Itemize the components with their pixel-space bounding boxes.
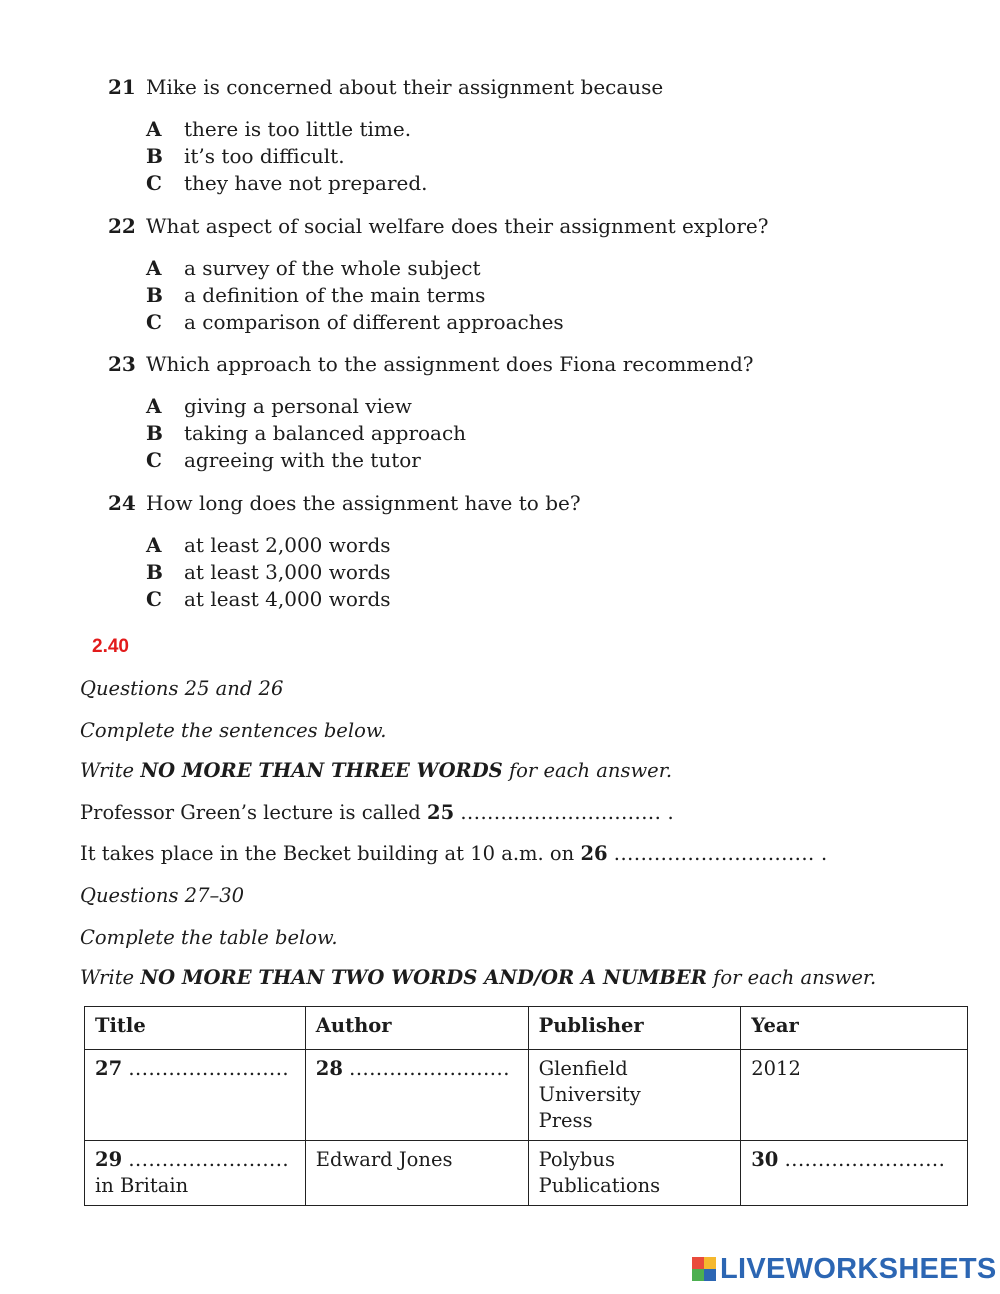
publisher-cell <box>528 1050 741 1141</box>
word-limit-instruction-1 <box>80 759 672 782</box>
answer-blank-26[interactable]: .............................. <box>613 842 815 865</box>
option-a[interactable] <box>146 393 466 420</box>
option-b[interactable] <box>146 559 391 586</box>
question-21 <box>108 74 663 100</box>
book-table <box>84 1006 968 1206</box>
option-letter: A <box>146 533 162 557</box>
option-text: a definition of the main terms <box>184 283 486 307</box>
option-b[interactable] <box>146 420 466 447</box>
column-header-author: Author <box>305 1007 528 1050</box>
option-c[interactable] <box>146 309 564 336</box>
answer-blank-25[interactable]: .............................. <box>460 801 662 824</box>
sentence-text: It takes place in the Becket building at 10 a.m. on <box>80 842 581 865</box>
answer-number: 30 <box>751 1148 779 1171</box>
option-text: a comparison of different approaches <box>184 310 564 334</box>
option-c[interactable] <box>146 170 428 197</box>
option-letter: B <box>146 283 163 307</box>
publisher-cell <box>528 1141 741 1206</box>
question-number: 24 <box>108 491 136 515</box>
answer-number: 28 <box>315 1057 343 1080</box>
answer-blank-27[interactable]: ........................ <box>128 1057 290 1080</box>
option-b[interactable] <box>146 143 428 170</box>
option-b[interactable] <box>146 282 564 309</box>
question-24-options <box>146 532 391 613</box>
publisher-line: Polybus <box>538 1148 615 1171</box>
question-number: 21 <box>108 75 136 99</box>
word-limit-instruction-2 <box>80 966 876 989</box>
question-text: How long does the assignment have to be? <box>146 491 581 515</box>
instruction-complete-table: Complete the table below. <box>80 926 338 949</box>
option-text: agreeing with the tutor <box>184 448 421 472</box>
sentence-end: . <box>814 842 828 865</box>
publisher-line: Press <box>538 1109 593 1132</box>
option-letter: C <box>146 310 162 334</box>
option-letter: A <box>146 117 162 141</box>
option-text: they have not prepared. <box>184 171 428 195</box>
column-header-publisher: Publisher <box>528 1007 741 1050</box>
column-header-title: Title <box>85 1007 306 1050</box>
question-text: What aspect of social welfare does their assignment explore? <box>146 214 769 238</box>
limit-suffix: for each answer. <box>706 966 877 989</box>
option-text: there is too little time. <box>184 117 412 141</box>
publisher-line: Publications <box>538 1174 661 1197</box>
option-letter: C <box>146 171 162 195</box>
author-text: Edward Jones <box>315 1148 453 1171</box>
answer-number: 26 <box>580 842 608 865</box>
question-24 <box>108 490 581 516</box>
limit-bold: NO MORE THAN THREE WORDS <box>140 759 503 782</box>
brand-name: LIVEWORKSHEETS <box>720 1252 997 1285</box>
option-letter: C <box>146 448 162 472</box>
option-letter: B <box>146 560 163 584</box>
option-a[interactable] <box>146 255 564 282</box>
option-text: at least 2,000 words <box>184 533 391 557</box>
limit-prefix: Write <box>80 759 141 782</box>
sentence-end: . <box>661 801 674 824</box>
answer-number: 25 <box>427 801 455 824</box>
year-text: 2012 <box>751 1057 801 1080</box>
instruction-complete-sentences: Complete the sentences below. <box>80 719 387 742</box>
table-header-row <box>85 1007 968 1050</box>
title-extra: in Britain <box>95 1174 189 1197</box>
answer-number: 29 <box>95 1148 123 1171</box>
table-row <box>85 1050 968 1141</box>
option-c[interactable] <box>146 586 391 613</box>
question-23 <box>108 351 754 377</box>
question-text: Which approach to the assignment does Fiona recommend? <box>146 352 754 376</box>
option-letter: A <box>146 394 162 418</box>
option-c[interactable] <box>146 447 466 474</box>
liveworksheets-logo <box>692 1252 997 1286</box>
limit-bold: NO MORE THAN TWO WORDS AND/OR A NUMBER <box>140 966 707 989</box>
question-number: 23 <box>108 352 136 376</box>
option-letter: C <box>146 587 162 611</box>
option-text: at least 3,000 words <box>184 560 391 584</box>
option-text: it’s too difficult. <box>184 144 345 168</box>
option-letter: B <box>146 421 163 445</box>
section-heading-27-30: Questions 27–30 <box>80 884 245 907</box>
sentence-text: Professor Green’s lecture is called <box>80 801 427 824</box>
option-a[interactable] <box>146 532 391 559</box>
answer-number: 27 <box>95 1057 123 1080</box>
answer-blank-29[interactable]: ........................ <box>128 1148 290 1171</box>
sentence-25 <box>80 801 674 824</box>
author-cell <box>305 1050 528 1141</box>
liveworksheets-logo-icon <box>692 1257 716 1281</box>
option-text: giving a personal view <box>184 394 412 418</box>
question-22 <box>108 213 768 239</box>
question-21-options <box>146 116 428 197</box>
option-text: a survey of the whole subject <box>184 256 481 280</box>
year-cell <box>741 1050 968 1141</box>
sentence-26 <box>80 842 827 865</box>
limit-prefix: Write <box>80 966 141 989</box>
publisher-line: Glenfield University <box>538 1057 641 1106</box>
author-cell <box>305 1141 528 1206</box>
question-23-options <box>146 393 466 474</box>
option-letter: A <box>146 256 162 280</box>
section-heading-25-26: Questions 25 and 26 <box>80 677 284 700</box>
option-text: at least 4,000 words <box>184 587 391 611</box>
question-22-options <box>146 255 564 336</box>
limit-suffix: for each answer. <box>502 759 673 782</box>
option-text: taking a balanced approach <box>184 421 467 445</box>
column-header-year: Year <box>741 1007 968 1050</box>
question-number: 22 <box>108 214 136 238</box>
answer-blank-30[interactable]: ........................ <box>784 1148 946 1171</box>
title-cell <box>85 1050 306 1141</box>
year-cell <box>741 1141 968 1206</box>
title-cell <box>85 1141 306 1206</box>
answer-blank-28[interactable]: ........................ <box>349 1057 510 1080</box>
option-a[interactable] <box>146 116 428 143</box>
table-row <box>85 1141 968 1206</box>
question-text: Mike is concerned about their assignment because <box>146 75 664 99</box>
option-letter: B <box>146 144 163 168</box>
section-id: 2.40 <box>92 636 129 657</box>
